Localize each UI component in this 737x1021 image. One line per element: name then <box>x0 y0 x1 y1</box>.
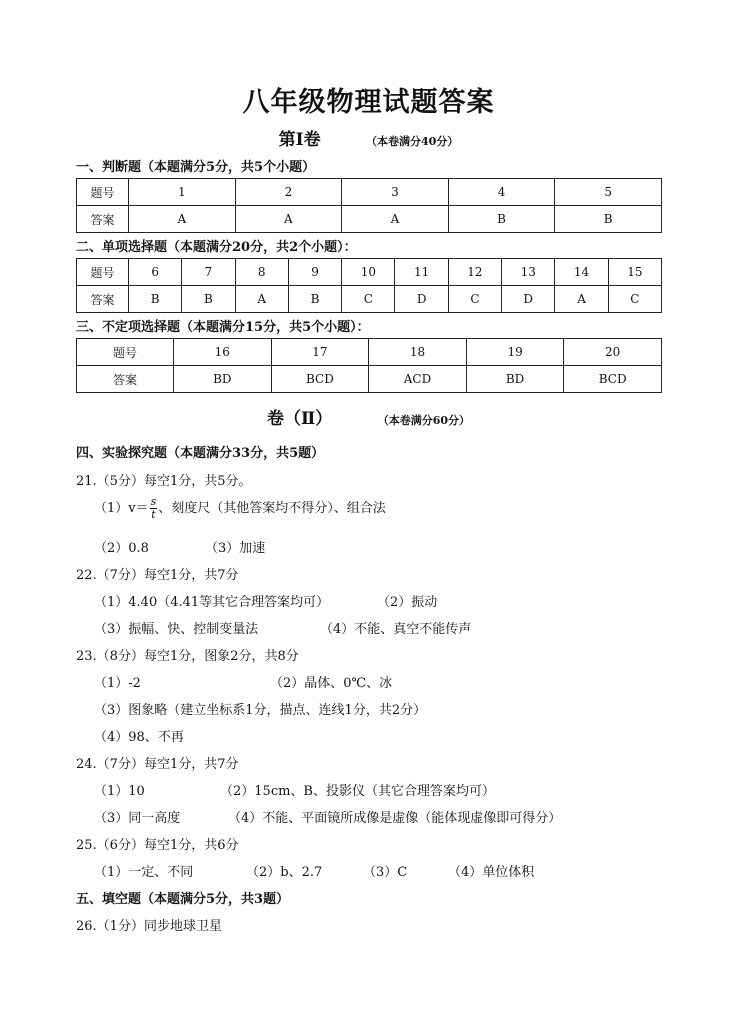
q22-answer-3: （3）振幅、快、控制变量法 <box>94 622 259 637</box>
number-row <box>77 259 662 286</box>
section-2-heading: 二、单项选择题（本题满分20分，共2个小题）： <box>76 240 357 255</box>
section-1-table <box>76 178 662 233</box>
question-number: 17 <box>271 339 369 366</box>
volume-1-label: 第Ⅰ卷 <box>278 130 321 150</box>
fraction-s-over-t <box>150 496 158 521</box>
answer-cell: A <box>342 206 449 233</box>
volume-2-label: 卷（Ⅱ） <box>266 409 333 429</box>
q23-answer-4: （4）98、不再 <box>94 730 184 745</box>
section-3-table <box>76 338 662 393</box>
q22-answer-2: （2）振动 <box>377 595 438 610</box>
question-number: 12 <box>448 259 501 286</box>
answer-cell: D <box>502 286 555 313</box>
answer-cell: BD <box>466 366 564 393</box>
question-number: 8 <box>235 259 288 286</box>
q23-head: 23.（8分）每空1分，图象2分，共8分 <box>76 649 299 664</box>
question-number: 3 <box>342 179 449 206</box>
answer-cell: D <box>395 286 448 313</box>
q21-answer-3: （3）加速 <box>205 541 266 556</box>
q21-a1-suffix: 、刻度尺（其他答案均不得分）、组合法 <box>158 501 386 516</box>
q21-a1-prefix: （1）v＝ <box>94 501 149 516</box>
q24-answer-1: （1）10 <box>94 784 145 799</box>
q21-head: 21.（5分）每空1分，共5分。 <box>76 474 252 489</box>
q24-answer-3: （3）同一高度 <box>94 811 181 826</box>
section-2-table <box>76 258 662 313</box>
question-number: 5 <box>555 179 662 206</box>
q25-answer-4: （4）单位体积 <box>448 865 535 880</box>
page-title: 八年级物理试题答案 <box>242 87 495 118</box>
question-number: 20 <box>564 339 662 366</box>
answer-cell: A <box>555 286 608 313</box>
question-number: 19 <box>466 339 564 366</box>
answer-cell: B <box>555 206 662 233</box>
section-1-heading: 一、判断题（本题满分5分，共5个小题） <box>76 160 316 175</box>
answer-cell: C <box>448 286 501 313</box>
question-number: 7 <box>182 259 235 286</box>
question-number: 11 <box>395 259 448 286</box>
question-number: 15 <box>608 259 661 286</box>
q23-answer-2: （2）晶体、0℃、冰 <box>270 676 393 691</box>
q25-head: 25.（6分）每空1分，共6分 <box>76 838 239 853</box>
question-number: 4 <box>448 179 555 206</box>
number-row <box>77 339 662 366</box>
question-number: 6 <box>129 259 182 286</box>
answer-cell: B <box>129 286 182 313</box>
row-label: 答案 <box>77 206 129 233</box>
volume-1-note: （本卷满分40分） <box>366 135 459 148</box>
section-3-heading: 三、不定项选择题（本题满分15分，共5个小题）： <box>76 320 370 335</box>
answer-row <box>77 206 662 233</box>
question-number: 16 <box>174 339 272 366</box>
answer-cell: A <box>235 286 288 313</box>
volume-2-note: （本卷满分60分） <box>377 414 471 427</box>
q25-answer-1: （1）一定、不同 <box>94 865 194 880</box>
row-label: 题号 <box>77 259 129 286</box>
question-number: 10 <box>342 259 395 286</box>
answer-cell: BD <box>174 366 272 393</box>
number-row <box>77 179 662 206</box>
q22-head: 22.（7分）每空1分，共7分 <box>76 568 239 583</box>
answer-row <box>77 366 662 393</box>
answer-cell: BCD <box>271 366 369 393</box>
answer-cell: C <box>342 286 395 313</box>
q23-answer-1: （1）-2 <box>94 676 141 691</box>
volume-1-header <box>0 125 737 150</box>
answer-cell: B <box>448 206 555 233</box>
question-number: 1 <box>129 179 236 206</box>
answer-row <box>77 286 662 313</box>
answer-cell: BCD <box>564 366 662 393</box>
answer-cell: A <box>235 206 342 233</box>
row-label: 答案 <box>77 366 174 393</box>
q21-answer-2: （2）0.8 <box>94 541 149 556</box>
q26-answer: 26.（1分）同步地球卫星 <box>76 919 222 934</box>
q21-answer-1 <box>94 496 386 521</box>
row-label: 题号 <box>77 339 174 366</box>
q24-answer-2: （2）15cm、B、投影仪（其它合理答案均可） <box>220 784 495 799</box>
q25-answer-3: （3）C <box>363 865 408 880</box>
volume-2-header <box>0 404 737 429</box>
q24-answer-4: （4）不能、平面镜所成像是虚像（能体现虚像即可得分） <box>228 811 562 826</box>
fraction-numerator: s <box>150 495 157 508</box>
fraction-denominator: t <box>151 508 156 521</box>
answer-cell: ACD <box>369 366 467 393</box>
q22-answer-1: （1）4.40（4.41等其它合理答案均可） <box>94 595 330 610</box>
question-number: 14 <box>555 259 608 286</box>
q23-answer-3: （3）图象略（建立坐标系1分，描点、连线1分，共2分） <box>94 703 427 718</box>
question-number: 18 <box>369 339 467 366</box>
question-number: 9 <box>288 259 341 286</box>
answer-cell: B <box>288 286 341 313</box>
row-label: 答案 <box>77 286 129 313</box>
q22-answer-4: （4）不能、真空不能传声 <box>320 622 472 637</box>
answer-cell: C <box>608 286 661 313</box>
q25-answer-2: （2）b、2.7 <box>246 865 323 880</box>
answer-cell: B <box>182 286 235 313</box>
section-4-heading: 四、实验探究题（本题满分33分，共5题） <box>76 446 325 461</box>
question-number: 2 <box>235 179 342 206</box>
question-number: 13 <box>502 259 555 286</box>
answer-cell: A <box>129 206 236 233</box>
section-5-heading: 五、填空题（本题满分5分，共3题） <box>76 892 290 907</box>
q24-head: 24.（7分）每空1分，共7分 <box>76 757 239 772</box>
row-label: 题号 <box>77 179 129 206</box>
